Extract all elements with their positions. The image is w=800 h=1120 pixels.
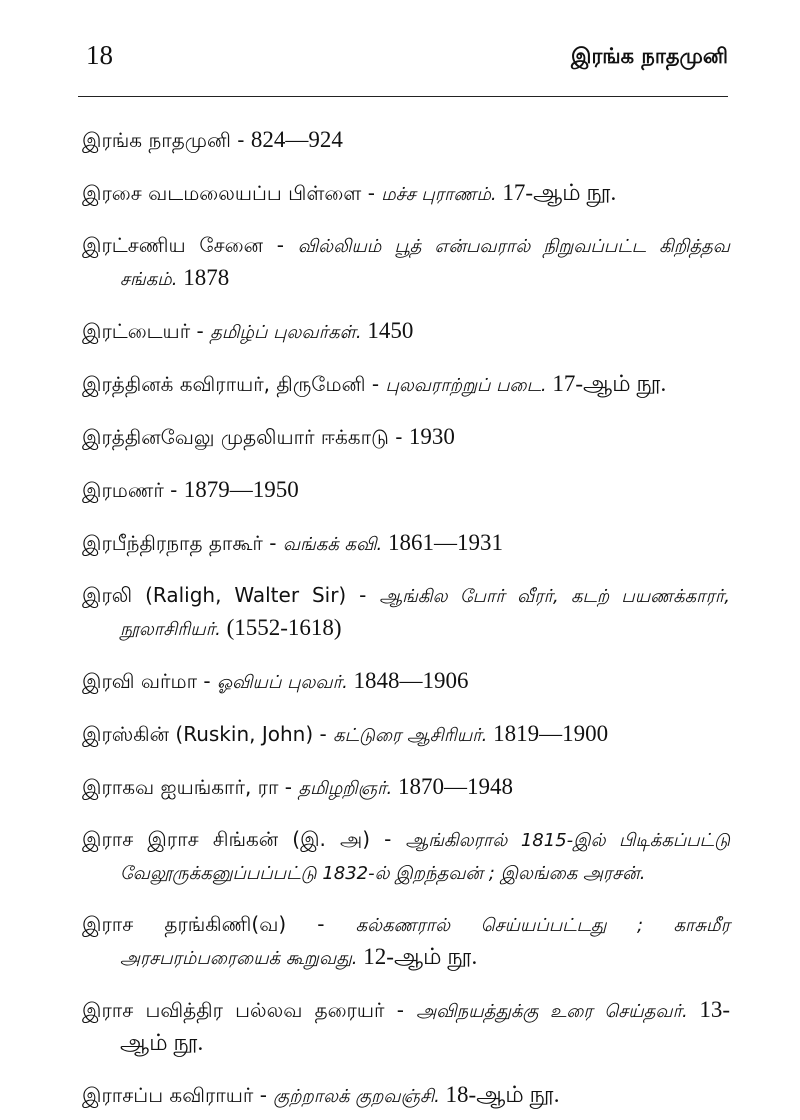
entry-date: 1861—1931 (382, 530, 504, 555)
entry (82, 315, 730, 348)
entry (82, 474, 730, 507)
entry-headword: இரத்தினவேலு முதலியார் ஈக்காடு (82, 425, 389, 449)
entry-description: வங்கக் கவி. (282, 534, 383, 555)
entry-description: ஆங்கில போர் வீரர், கடற் பயணக்காரர், நூலாசிரியர். (120, 586, 731, 640)
entry-headword: இராச இராச சிங்கன் (இ. அ) (82, 827, 371, 851)
entry-separator: - (313, 722, 334, 746)
entry-description: குற்றாலக் குறவஞ்சி. (273, 1086, 440, 1107)
entry-date: 12-ஆம் நூ. (357, 944, 478, 969)
entry (82, 368, 730, 401)
entry-headword: இராச தரங்கிணி(வ) (82, 912, 287, 936)
entry-date: 824—924 (250, 127, 343, 152)
entry-separator: - (262, 531, 283, 555)
entry-date: 1930 (408, 424, 455, 449)
entry (82, 771, 730, 804)
entry-headword: இரபீந்திரநாத தாகூர் (82, 531, 263, 555)
entry-date: 17-ஆம் நூ. (546, 371, 667, 396)
entry-date: 1819—1900 (487, 721, 609, 746)
entry (82, 718, 730, 751)
entry-description: வில்லியம் பூத் என்பவரால் நிறுவப்பட்ட கிறித்தவ சங்கம். (120, 236, 730, 290)
entry-separator: - (253, 1083, 274, 1107)
entry (82, 527, 730, 560)
entry-separator: - (163, 478, 184, 502)
entry-description: தமிழ்ப் புலவர்கள். (210, 322, 362, 343)
entry-separator: - (286, 912, 356, 936)
entry-separator: - (197, 669, 217, 693)
entry-separator: - (365, 372, 386, 396)
entry-description: புலவராற்றுப் படை. (385, 375, 547, 396)
entry-headword: இரங்க நாதமுனி (82, 128, 231, 152)
entry-separator: - (190, 319, 211, 343)
entry-date: 1450 (361, 318, 414, 343)
entry-description: தமிழறிஞர். (298, 778, 393, 799)
entry-headword: இரத்தினக் கவிராயர், திருமேனி (82, 372, 366, 396)
entry-separator: - (370, 827, 406, 851)
entry (82, 665, 730, 698)
entry-date: 13-ஆம் நூ. (120, 997, 731, 1055)
entry-description: ஆங்கிலரால் 1815-இல் பிடிக்கப்பட்டு வேலூருக்கனுப்பப்பட்டு 1832-ல் இறந்தவன் ; இலங்கை அரசன். (120, 830, 731, 884)
entry-separator: - (384, 998, 417, 1022)
entry-description: கட்டுரை ஆசிரியர். (333, 725, 488, 746)
entry-headword: இரமணர் (82, 478, 164, 502)
entry (82, 230, 730, 295)
entry-headword: இராச பவித்திர பல்லவ தரையர் (82, 998, 385, 1022)
entry-headword: இராசப்ப கவிராயர் (82, 1083, 254, 1107)
entry (82, 421, 730, 454)
entry-date: 1879—1950 (183, 477, 299, 502)
entry-headword: இராகவ ஐயங்கார், ரா (82, 775, 279, 799)
entry-date: 1848—1906 (347, 668, 469, 693)
entry (82, 124, 730, 157)
entry-headword: இரட்டையர் (82, 319, 191, 343)
entry-date: 18-ஆம் நூ. (439, 1082, 560, 1107)
entry-headword: இரவி வர்மா (82, 669, 198, 693)
entry-headword: இரஸ்கின் (Ruskin, John) (82, 722, 314, 746)
entry (82, 994, 730, 1059)
entry-separator: - (230, 128, 251, 152)
entry-headword: இரட்சணிய சேனை (82, 233, 263, 257)
entry-date: (1552-1618) (220, 615, 342, 640)
entry-description: மச்ச புராணம். (381, 184, 497, 205)
entry-separator: - (346, 583, 380, 607)
entry-separator: - (361, 181, 382, 205)
entry (82, 1079, 730, 1112)
entry-headword: இரசை வடமலையப்ப பிள்ளை (82, 181, 362, 205)
page-number: 18 (86, 40, 113, 70)
entry-separator: - (388, 425, 409, 449)
entry-separator: - (263, 233, 298, 257)
running-head: இரங்க நாதமுனி (571, 44, 728, 68)
entry-description: ஓவியப் புலவர். (216, 672, 348, 693)
entry (82, 580, 730, 645)
entry-date: 1870—1948 (392, 774, 514, 799)
entry-description: அவிநயத்துக்கு உரை செய்தவர். (416, 1001, 688, 1022)
entry-list (82, 104, 730, 1120)
entry-separator: - (278, 775, 299, 799)
entry-date: 1878 (177, 265, 230, 290)
header-rule (78, 96, 728, 97)
entry (82, 909, 730, 974)
entry (82, 824, 730, 889)
entry-headword: இரலி (Raligh, Walter Sir) (82, 583, 347, 607)
entry-date: 17-ஆம் நூ. (496, 180, 617, 205)
entry-description: கல்கணரால் செய்யப்பட்டது ; காசுமீர அரசபரம்பரையைக் கூறுவது. (120, 915, 730, 969)
entry (82, 177, 730, 210)
